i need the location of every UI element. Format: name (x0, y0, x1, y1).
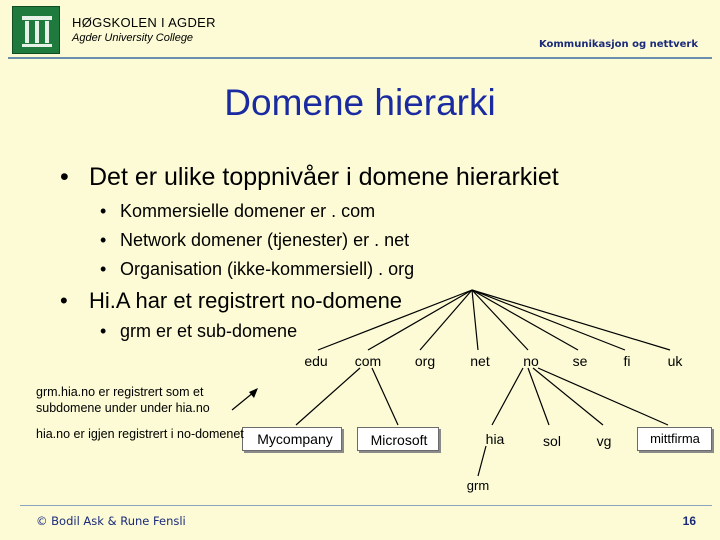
bullet-text: Network domener (tjenester) er . net (120, 230, 410, 250)
course-name: Kommunikasjon og nettverk (538, 39, 698, 50)
footer-divider (20, 505, 712, 506)
bullet-symbol: • (60, 288, 68, 313)
domain-node-mycompany: Mycompany (257, 431, 333, 447)
tld-node-edu: edu (304, 353, 328, 369)
tld-node-org: org (414, 353, 436, 369)
tld-node-uk: uk (667, 353, 683, 369)
domain-node-sol: sol (543, 433, 561, 449)
bullet-text: Hi.A har et registrert no-domene (89, 288, 403, 313)
footer-author: © Bodil Ask & Rune Fensli (36, 514, 186, 528)
bullet-text: grm er et sub-domene (120, 321, 298, 341)
bullet-text: Det er ulike toppnivåer i domene hierarkiet (89, 163, 559, 191)
institution-name: HØGSKOLEN I AGDER (72, 15, 216, 30)
tld-node-se: se (572, 353, 588, 369)
bullet-symbol: • (100, 230, 107, 250)
domain-node-grm: grm (466, 478, 490, 493)
slide-title: Domene hierarki (224, 82, 496, 123)
note-grm-line2: subdomene under under hia.no (36, 401, 210, 415)
note-grm-line1: grm.hia.no er registrert som et (36, 385, 204, 399)
domain-node-hia: hia (485, 431, 505, 447)
bullet-text: Kommersielle domener er . com (120, 201, 376, 221)
bullet-text: Organisation (ikke-kommersiell) . org (120, 259, 415, 279)
tld-node-com: com (354, 353, 382, 369)
note-hia: hia.no er igjen registrert i no-domenet (36, 427, 244, 441)
bullet-symbol: • (60, 163, 69, 191)
page-number: 16 (682, 514, 696, 528)
tld-node-no: no (523, 353, 539, 369)
bullet-symbol: • (100, 321, 107, 341)
bullet-symbol: • (100, 201, 107, 221)
domain-node-vg: vg (596, 433, 612, 449)
bullet-symbol: • (100, 259, 107, 279)
institution-name-english: Agder University College (72, 32, 194, 44)
domain-node-mittfirma: mittfirma (650, 431, 700, 446)
tld-node-fi: fi (623, 353, 631, 369)
domain-node-microsoft: Microsoft (370, 432, 428, 448)
tld-node-net: net (470, 353, 490, 369)
